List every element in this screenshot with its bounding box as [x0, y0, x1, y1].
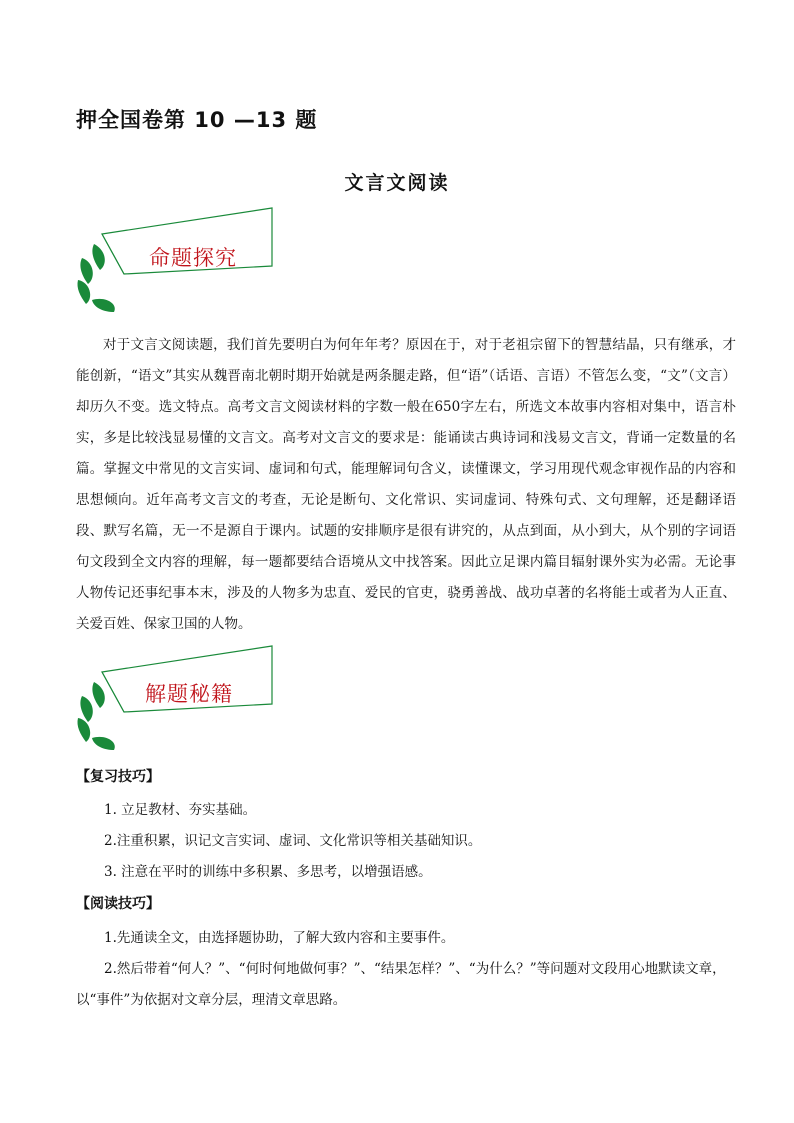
- review-item: 3. 注意在平时的训练中多积累、多思考，以增强语感。: [104, 864, 432, 880]
- intro-paragraph: 对于文言文阅读题，我们首先要明白为何年年考？原因在于，对于老祖宗留下的智慧结晶，只有继承，才能创新，“语文”其实从魏晋南北朝时期开始就是两条腿走路，但“语”（话语、言语）不管怎么变，“文”（文言）却历久不变。选文特点。高考文言文阅读材料的字数一般在650字左右，所选文本故事内容相对集中，语言朴实，多是比较浅显易懂的文言文。高考对文言文的要求是：能诵读古典诗词和浅易文言文，背诵一定数量的名篇。掌握文中常见的文言实词、虚词和句式，能理解词句含义，读懂课文，学习用现代观念审视作品的内容和思想倾向。近年高考文言文的考查，无论是断句、文化常识、实词虚词、特殊句式、文句理解，还是翻译语段、默写名篇，无一不是源自于课内。试题的安排顺序是很有讲究的，从点到面，从小到大，从个别的字词语句文段到全文内容的理解，每一题都要结合语境从文中找答案。因此立足课内篇目辐射课外实为必需。无论事人物传记还事纪事本末，涉及的人物多为忠直、爱民的官吏，骁勇善战、战功卓著的名将能士或者为人正直、关爱百姓、保家卫国的人物。: [76, 337, 736, 632]
- reading-heading: 【阅读技巧】: [76, 896, 160, 912]
- review-item: 1. 立足教材、夯实基础。: [104, 802, 257, 818]
- reading-item: 1.先通读全文，由选择题协助，了解大致内容和主要事件。: [104, 930, 455, 946]
- tips-banner-label: 解题秘籍: [145, 682, 233, 706]
- topic-banner: [72, 204, 282, 316]
- review-item: 2.注重积累，识记文言实词、虚词、文化常识等相关基础知识。: [104, 833, 482, 849]
- reading-item: 2.然后带着“何人？”、“何时何地做何事？”、“结果怎样？”、“为什么？”等问题对文段用心地默读文章，以“事件”为依据对文章分层，理清文章思路。: [76, 961, 726, 1008]
- sub-title: 文言文阅读: [344, 172, 450, 194]
- topic-banner-label: 命题探究: [149, 246, 237, 270]
- tips-banner: [72, 642, 282, 754]
- review-heading: 【复习技巧】: [76, 769, 160, 785]
- main-title: 押全国卷第 10 —13 题: [76, 108, 318, 132]
